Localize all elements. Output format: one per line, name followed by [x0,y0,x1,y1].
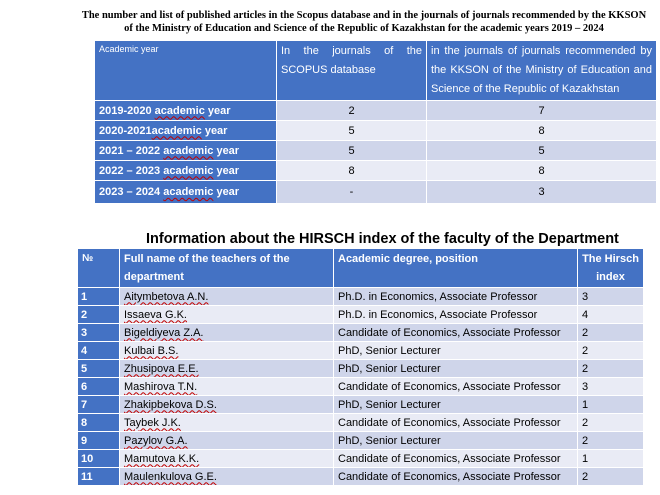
table-row [95,101,657,121]
degree-position-cell: Candidate of Economics, Associate Professor [334,450,578,468]
scopus-count-cell: 5 [277,121,427,141]
teacher-name-cell [120,360,334,378]
degree-position-cell: Ph.D. in Economics, Associate Professor [334,288,578,306]
hirsch-index-cell: 2 [578,360,644,378]
scopus-count-cell: 5 [277,141,427,161]
table-row [78,306,644,324]
teacher-name-cell [120,396,334,414]
teacher-name: Zhakipbekova D.S. [124,398,217,411]
academic-year-cell [95,121,277,141]
table-row [95,181,657,204]
year-word: academic [163,144,214,157]
year-range: 2019-2020 [99,104,155,117]
row-number-cell: 9 [78,432,120,450]
teacher-name: Issaeva G.K. [124,308,187,321]
teacher-name-cell [120,342,334,360]
kkson-count-cell: 3 [427,181,657,204]
table-row [78,324,644,342]
table-row [78,342,644,360]
year-suffix: year [201,124,228,137]
year-word: academic [151,124,202,137]
row-number-cell: 5 [78,360,120,378]
degree-position-cell: PhD, Senior Lecturer [334,360,578,378]
row-number-cell: 8 [78,414,120,432]
year-word: academic [154,104,205,117]
teacher-name-cell [120,288,334,306]
academic-year-cell [95,141,277,161]
hirsch-index-cell: 1 [578,450,644,468]
teacher-name: Mamutova K.K. [124,452,200,465]
table-row [78,450,644,468]
academic-year-cell [95,101,277,121]
teacher-name-cell [120,450,334,468]
hirsch-table-caption: Information about the HIRSCH index of the faculty of the Department [146,231,619,247]
teacher-name-cell [120,414,334,432]
degree-position-cell: PhD, Senior Lecturer [334,342,578,360]
header-scopus-journals: In the journals of the SCOPUS database [277,41,427,101]
table-row [78,414,644,432]
kkson-count-cell: 8 [427,121,657,141]
teacher-name: Kulbai B.S. [124,344,179,357]
year-suffix: year [213,164,240,177]
hirsch-index-cell: 3 [578,378,644,396]
degree-position-cell: Candidate of Economics, Associate Professor [334,414,578,432]
degree-position-cell: Candidate of Economics, Associate Professor [334,378,578,396]
degree-position-cell: PhD, Senior Lecturer [334,432,578,450]
table-row [95,161,657,181]
row-number-cell: 3 [78,324,120,342]
row-number-cell: 2 [78,306,120,324]
row-number-cell: 7 [78,396,120,414]
header-hirsch-index: The Hirsch index [578,249,644,288]
teacher-name: Zhusipova E.E. [124,362,199,375]
kkson-count-cell: 8 [427,161,657,181]
teacher-name: Pazylov G.A. [124,434,188,447]
hirsch-index-cell: 1 [578,396,644,414]
teacher-name-cell [120,378,334,396]
header-degree-position: Academic degree, position [334,249,578,288]
year-suffix: year [213,186,240,198]
header-full-name: Full name of the teachers of the department [120,249,334,288]
year-range: 2023 – 2024 [99,186,164,198]
header-academic-year: Academic year [95,41,277,101]
degree-position-cell: PhD, Senior Lecturer [334,396,578,414]
degree-position-cell: Ph.D. in Economics, Associate Professor [334,306,578,324]
teacher-name: Taybek J.K. [124,416,181,429]
teacher-name: Maulenkulova G.E. [124,470,217,483]
academic-year-cell [95,161,277,181]
row-number-cell: 6 [78,378,120,396]
year-suffix: year [204,104,231,117]
table-row [78,378,644,396]
row-number-cell: 11 [78,468,120,486]
kkson-count-cell: 5 [427,141,657,161]
teacher-name: Bigeldiyeva Z.A. [124,326,204,339]
header-number: № [78,249,120,288]
teacher-name-cell [120,432,334,450]
scopus-publications-table [94,40,657,204]
academic-year-cell [95,181,277,204]
hirsch-index-cell: 2 [578,468,644,486]
hirsch-index-cell: 2 [578,342,644,360]
row-number-cell: 10 [78,450,120,468]
teacher-name-cell [120,306,334,324]
header-kkson-journals: in the journals of journals recommended by the KKSON of the Ministry of Education and Science of the Republic of Kazakhstan [427,41,657,101]
hirsch-index-cell: 2 [578,324,644,342]
teacher-name: Mashirova T.N. [124,380,198,393]
hirsch-index-cell: 3 [578,288,644,306]
year-suffix: year [213,144,240,157]
hirsch-index-table [77,248,644,486]
table-row [78,396,644,414]
table-row [78,360,644,378]
scopus-count-cell: 8 [277,161,427,181]
year-range: 2020-2021 [99,124,152,137]
table-row [78,468,644,486]
degree-position-cell: Candidate of Economics, Associate Professor [334,324,578,342]
year-word: academic [163,186,214,198]
table-row [78,432,644,450]
kkson-count-cell: 7 [427,101,657,121]
table-row [95,141,657,161]
hirsch-index-cell: 2 [578,414,644,432]
year-range: 2022 – 2023 [99,164,164,177]
row-number-cell: 1 [78,288,120,306]
scopus-count-cell: - [277,181,427,204]
table-row [78,288,644,306]
teacher-name-cell [120,468,334,486]
hirsch-index-cell: 4 [578,306,644,324]
row-number-cell: 4 [78,342,120,360]
hirsch-index-cell: 2 [578,432,644,450]
year-word: academic [163,164,214,177]
scopus-table-caption: The number and list of published articles in the Scopus database and in the journals of journals recommended by the KKSON of the Ministry of Education and Science of the Republic of Kazakhstan for the academic years 2019 – 2024 [81,10,647,34]
table-row [95,121,657,141]
teacher-name-cell [120,324,334,342]
scopus-count-cell: 2 [277,101,427,121]
year-range: 2021 – 2022 [99,144,164,157]
teacher-name: Aitymbetova A.N. [124,290,209,303]
degree-position-cell: Candidate of Economics, Associate Professor [334,468,578,486]
